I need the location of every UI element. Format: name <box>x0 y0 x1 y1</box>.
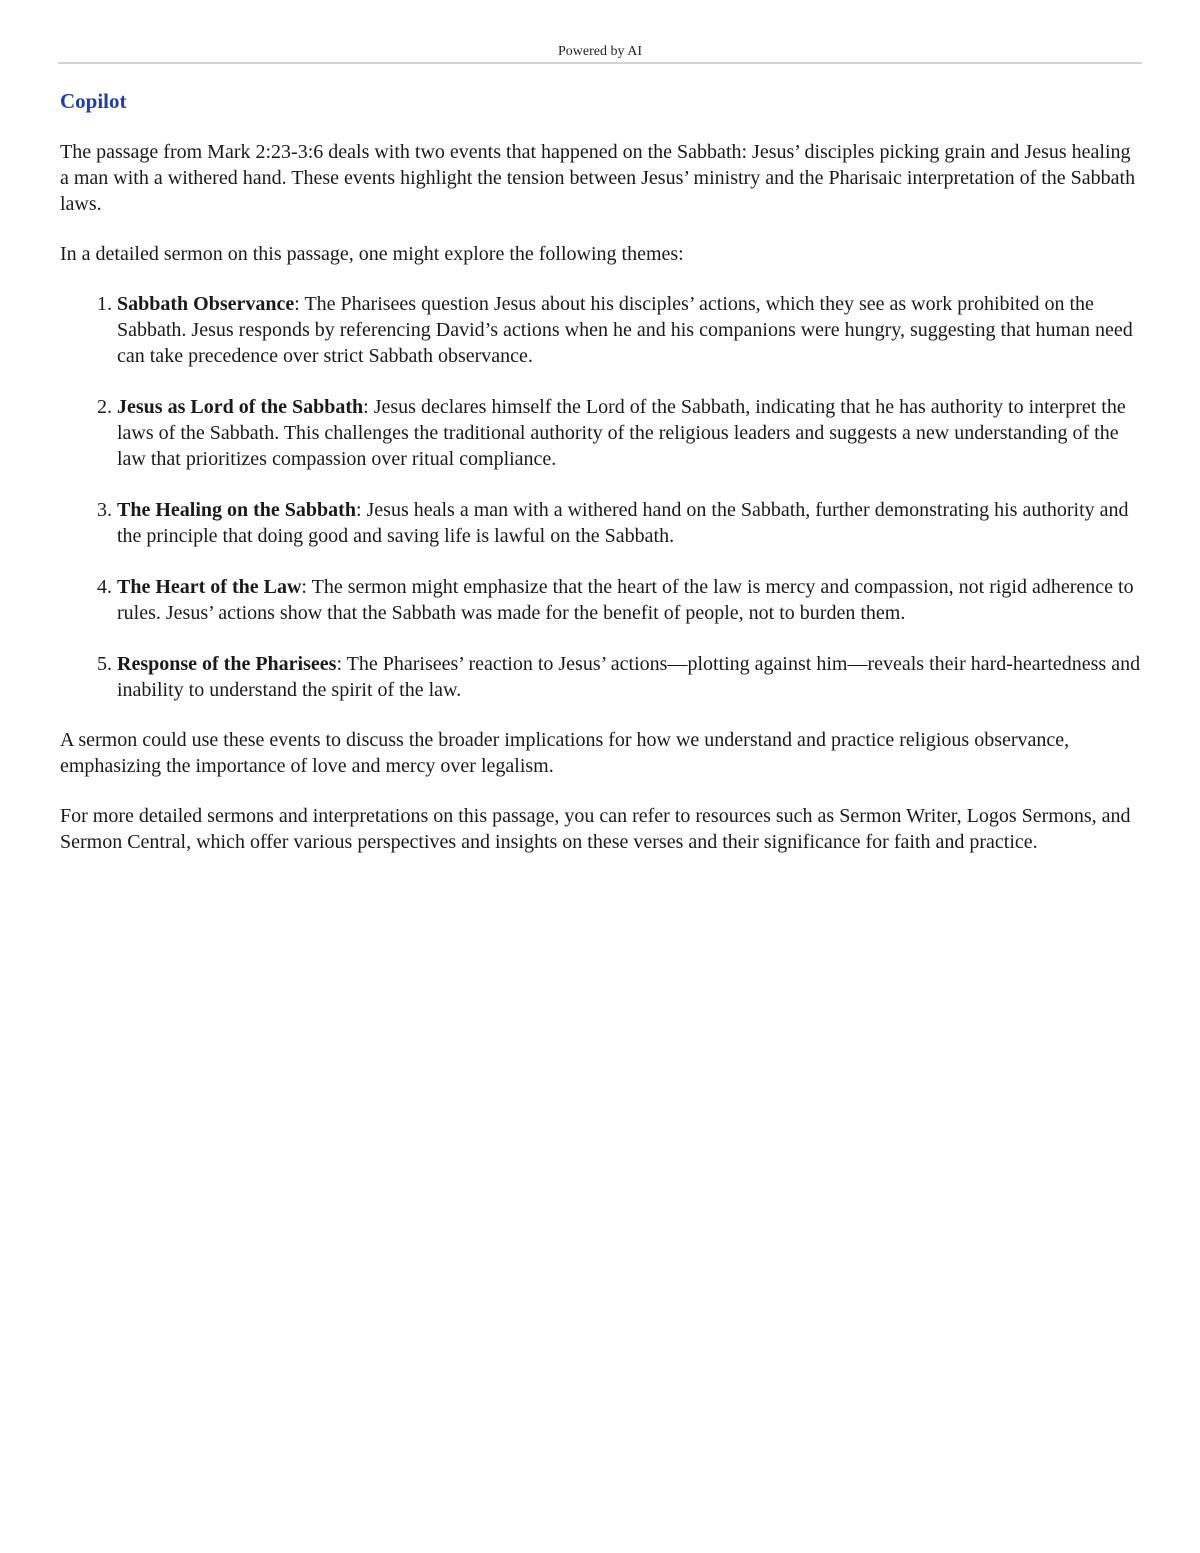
conclusion-paragraph: A sermon could use these events to discuss the broader implications for how we understand and practice religious observance, emphasizing the importance of love and mercy over legalism. <box>60 729 1070 777</box>
theme-text: : The Pharisees’ reaction to Jesus’ actions—plotting against him—reveals their hard-heartedness and inability to understand the spirit of the law. <box>117 653 1141 701</box>
theme-text: : The sermon might emphasize that the heart of the law is mercy and compassion, not rigid adherence to rules. Jesus’ actions show that the Sabbath was made for the benefit of people, not to burden them. <box>117 576 1134 624</box>
theme-term: Sabbath Observance <box>117 293 295 315</box>
themes-list <box>60 291 1142 703</box>
theme-term: The Heart of the Law <box>117 576 302 598</box>
theme-item <box>117 394 1142 472</box>
theme-term: Jesus as Lord of the Sabbath <box>117 396 364 418</box>
theme-text: : The Pharisees question Jesus about his disciples’ actions, which they see as work prohibited on the Sabbath. Jesus responds by referencing David’s actions when he and his companions were hungry, suggesting that human need can take precedence over strict Sabbath observance. <box>117 293 1133 367</box>
page-header: Powered by AI <box>558 44 642 59</box>
resources-paragraph: For more detailed sermons and interpretations on this passage, you can refer to resources such as Sermon Writer, Logos Sermons, and Sermon Central, which offer various perspectives and insights on these verses and their significance for faith and practice. <box>60 805 1131 853</box>
header-divider <box>58 62 1142 64</box>
theme-item <box>117 574 1142 626</box>
theme-item <box>117 651 1142 703</box>
theme-term: The Healing on the Sabbath <box>117 499 356 521</box>
document-body <box>60 88 1142 879</box>
document-heading: Copilot <box>60 89 127 113</box>
theme-item <box>117 497 1142 549</box>
theme-term: Response of the Pharisees <box>117 653 337 675</box>
intro-paragraph: The passage from Mark 2:23-3:6 deals with two events that happened on the Sabbath: Jesus’ disciples picking grain and Jesus healing a man with a withered hand. These events highlight the tension between Jesus’ ministry and the Pharisaic interpretation of the Sabbath laws. <box>60 141 1136 215</box>
theme-text: : Jesus declares himself the Lord of the Sabbath, indicating that he has authority to interpret the laws of the Sabbath. This challenges the traditional authority of the religious leaders and suggests a new understanding of the law that prioritizes compassion over ritual compliance. <box>117 396 1126 470</box>
lead-in-paragraph: In a detailed sermon on this passage, one might explore the following themes: <box>60 243 684 265</box>
theme-text: : Jesus heals a man with a withered hand on the Sabbath, further demonstrating his authority and the principle that doing good and saving life is lawful on the Sabbath. <box>117 499 1129 547</box>
theme-item <box>117 291 1142 369</box>
